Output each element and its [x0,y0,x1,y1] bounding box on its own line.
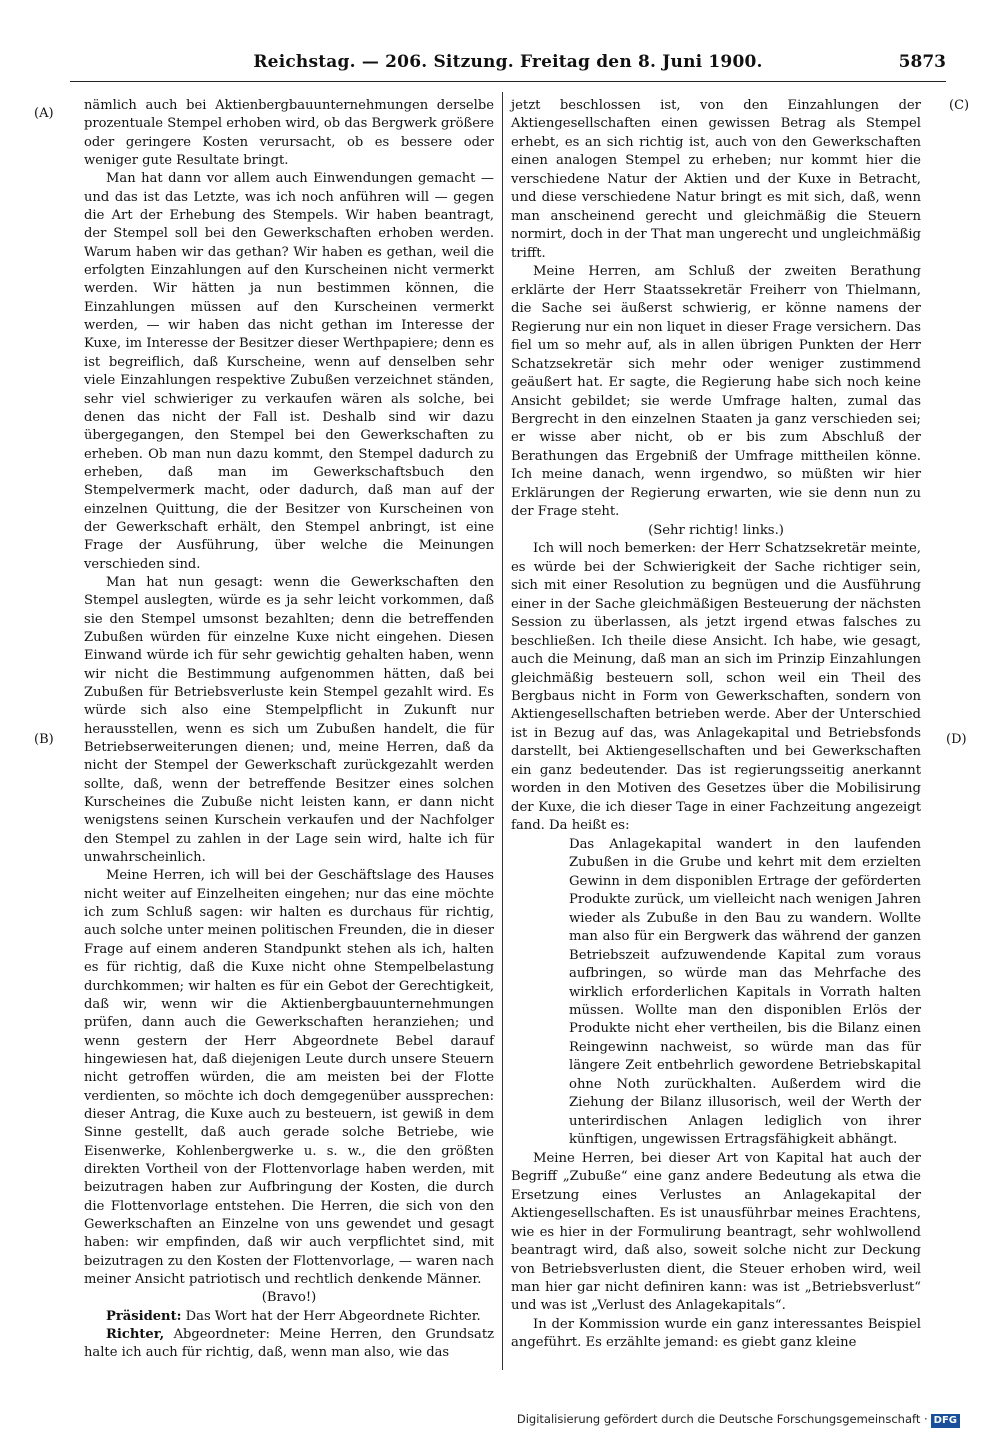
speaker-name: Präsident: [106,1308,182,1324]
header-title: Reichstag. — 206. Sitzung. Freitag den 8. Juni 1900. [253,52,763,72]
margin-marker-d: (D) [946,732,967,747]
paragraph: Meine Herren, ich will bei der Geschäftslage des Hauses nicht weiter auf Einzelheiten eingehen; nur das eine möchte ich zum Schluß sagen: wir halten es durchaus für richtig, auch solche unter meinen politischen Freunden, die in dieser Frage auf einem anderen Standpunkt stehen als ich, halten es für richtig, daß die Kuxe nicht ohne Stempelbelastung durchkommen; wir halten es für ein Gebot der Gerechtigkeit, daß wir, wenn wir die Aktienbergbauunternehmungen prüfen, dann auch die Gewerkschaften heranziehen; und wenn gestern der Herr Abgeordnete Bebel darauf hingewiesen hat, daß diejenigen Leute durch unsere Steuern nicht getroffen würden, die am meisten bei der Flotte verdienten, so möchte ich doch demgegenüber aussprechen: dieser Antrag, die Kuxe auch zu besteuern, ist gewiß in dem Sinne gestellt, daß auch gerade solche Betriebe, wie Eisenwerke, Kohlenbergwerke u. s. w., die den größten direkten Vortheil von der Flottenvorlage haben werden, mit beizutragen haben zur Aufbringung der Kosten, die durch die Flottenvorlage entstehen. Die Herren, die sich von den Gewerkschaften an Einzelne von uns gewendet und gesagt haben: wir empfinden, daß wir auch verpflichtet sind, mit beizutragen zu den Kosten der Flottenvorlage, — waren nach meiner Ansicht patriotisch und rechtlich denkende Männer. [84,868,494,1287]
dfg-logo: DFG [931,1414,960,1428]
paragraph: Man hat dann vor allem auch Einwendungen gemacht — und das ist das Letzte, was ich noch anführen will — gegen die Art der Erhebung des Stempels. Wir haben beantragt, der Stempel soll bei den Gewerkschaften erhoben werden. Warum haben wir das gethan? Wir haben es gethan, weil die erfolgten Einzahlungen auf den Kurscheinen nicht vermerkt werden. Wir hätten ja nun bestimmen können, die Einzahlungen müssen auf den Kurscheinen vermerkt werden, — wir haben das nicht gethan im Interesse der Kuxe, im Interesse der Besitzer dieser Werthpapiere; denn es ist begreiflich, daß Kurscheine, wenn auf denselben sehr viele Einzahlungen respektive Zubußen verzeichnet ständen, sehr viel schwieriger zu verkaufen wären als solche, bei denen das nicht der Fall ist. Deshalb sind wir dazu übergegangen, den Stempel bei den Gewerkschaften zu erheben. Ob man nun dazu kommt, den Stempel dadurch zu erheben, daß man im Gewerkschaftsbuch den Stempelvermerk macht, oder dadurch, daß man auf der einzelnen Quittung, die der Besitzer von Kurscheinen von der Gewerkschaft erhält, den Stempel anbringt, ist eine Frage der Ausführung, über welche die Meinungen verschieden sind. [84,171,494,572]
paragraph: Meine Herren, bei dieser Art von Kapital hat auch der Begriff „Zubuße“ eine ganz andere Bedeutung als etwa die Ersetzung eines Verlustes an Anlagekapital der Aktiengesellschaften. Es ist unausführbar meines Erachtens, wie es hier in der Formulirung beantragt, sehr wohlwollend beantragt wird, daß also, soweit solche nicht zur Deckung von Betriebsverlusten dient, die Steuer erhoben wird, weil man hier gar nicht definiren kann: was ist „Betriebsverlust“ und was ist „Verlust des Anlagekapitals“. [511,1150,921,1314]
page-header [70,50,946,82]
paragraph: Ich will noch bemerken: der Herr Schatzsekretär meinte, es würde bei der Schwierigkeit der Sache richtiger sein, sich mit einer Resolution zu begnügen und die Ausführung einer in der Sache gleichmäßigen Besteuerung der nächsten Session zu überlassen, als jetzt irgend etwas falsches zu beschließen. Ich theile diese Ansicht. Ich habe, wie gesagt, auch die Meinung, daß man an sich im Prinzip Einzahlungen gleichmäßig besteuern soll, schon weil ein Theil des Bergbaus nicht in Form von Gewerkschaften, sondern von Aktiengesellschaften betrieben werde. Aber der Unterschied ist in Bezug auf das, was Anlagekapital und Betriebsfonds darstellt, bei Aktiengesellschaften und bei Gewerkschaften ein ganz bedeutender. Das ist regierungsseitig anerkannt worden in den Motiven des Gesetzes über die Mobilisirung der Kuxe, die ich dieser Tage in einer Fachzeitung angezeigt fand. Da heißt es: [511,541,921,834]
speech-paragraph [84,1308,494,1326]
paragraph: jetzt beschlossen ist, von den Einzahlungen der Aktiengesellschaften einen gewissen Betrag als Stempel erhebt, es an sich richtig ist, auch von den Gewerkschaften einen analogen Stempel zu erheben; nur kommt hier die verschiedene Natur der Aktien und der Kuxe in Betracht, und diese verschiedene Natur bringt es mit sich, daß, wenn man anscheinend gerecht und gleichmäßig die Steuern normirt, doch in der That man ungerecht und ungleichmäßig trifft. [511,98,921,261]
page-number: 5873 [898,52,946,72]
margin-marker-b: (B) [34,732,54,747]
speech-text: Abgeordneter: Meine Herren, den Grundsatz halte ich auch für richtig, daß, wenn man also, wie das [84,1327,494,1361]
paragraph: Meine Herren, am Schluß der zweiten Berathung erklärte der Herr Staatssekretär Freiherr von Thielmann, die Sache sei äußerst schwierig, er könne namens der Regierung nur ein non liquet in dieser Frage versichern. Das fiel um so mehr auf, als in allen übrigen Punkten der Herr Schatzsekretär sich mehr oder weniger zustimmend geäußert hat. Er sagte, die Regierung habe sich noch keine Ansicht gebildet; sie werde Umfrage halten, zumal das Bergrecht in den einzelnen Staaten ja ganz verschieden sei; er wisse aber nicht, ob er bis zum Abschluß der Berathungen das Ergebniß der Umfrage mittheilen könne. Ich meine danach, wenn irgendwo, so müßten wir hier Erklärungen der Regierung erwarten, wie sie denn nun zu der Frage steht. [511,264,921,520]
footer-text: Digitalisierung gefördert durch die Deutsche Forschungsgemeinschaft [516,1412,921,1426]
interjection: (Bravo!) [261,1290,317,1306]
left-column [84,97,494,1363]
speech-text: Das Wort hat der Herr Abgeordnete Richter. [185,1308,481,1324]
paragraph: In der Kommission wurde ein ganz interessantes Beispiel angeführt. Es erzählte jemand: es giebt ganz kleine [511,1316,921,1351]
right-column [511,97,921,1353]
margin-marker-c: (C) [949,98,970,113]
block-quote: Das Anlagekapital wandert in den laufenden Zubußen in die Grube und kehrt mit dem erzielten Gewinn in dem disponiblen Ertrage der geförderten Produkte zurück, um vielleicht nach wenigen Jahren wieder als Zubuße in den Bau zu wandern. Wollte man also für ein Bergwerk das während der ganzen Betriebszeit aufzuwendende Kapital zum voraus aufbringen, so würde man das Mehrfache des wirklich erforderlichen Kapitals in Vorrath halten müssen. Wollte man den disponiblen Erlös der Produkte nicht eher vertheilen, bis die Bilanz einen Reingewinn nachweist, so würde man das für längere Zeit entbehrlich gewordene Betriebskapital ohne Noth zurückhalten. Außerdem wird die Ziehung der Bilanz illusorisch, weil der Werth der unterirdischen Anlagen lediglich von ihrer künftigen, ungewissen Ertragsfähigkeit abhängt. [569,836,921,1148]
footer-credit: Digitalisierung gefördert durch die Deutsche Forschungsgemeinschaft · DFG [517,1412,960,1428]
speaker-name: Richter, [106,1327,165,1343]
paragraph: Man hat nun gesagt: wenn die Gewerkschaften den Stempel auslegten, würde es ja sehr leicht vorkommen, daß sie den Stempel umsonst bezahlten; denn die betreffenden Zubußen würden für einzelne Kuxe nicht eingehen. Diesen Einwand würde ich für sehr gewichtig gehalten haben, wenn wir nicht die Bestimmung aufgenommen hätten, daß bei Zubußen für Betriebsverluste kein Stempel gezahlt wird. Es würde sich also eine Stempelpflicht in Zukunft nur herausstellen, wenn es sich um Zubußen handelt, die für Betriebserweiterungen dienen; und, meine Herren, daß da nicht der Stempel der Gewerkschaft zurückgezahlt werden sollte, daß, wenn der betreffende Besitzer eines solchen Kurscheines die Zubuße nicht leisten kann, er dann nicht wenigstens seinen Kurschein verkaufen und der Nachfolger den Stempel zu zahlen in der Lage sein wird, halte ich für unwahrscheinlich. [84,574,494,866]
interjection: (Sehr richtig! links.) [648,522,784,538]
margin-marker-a: (A) [34,106,54,121]
speech-paragraph [84,1326,494,1363]
column-divider [502,92,503,1370]
paragraph: nämlich auch bei Aktienbergbauunternehmungen derselbe prozentuale Stempel erhoben wird, ob das Bergwerk größere oder geringere Kosten verursacht, ob es bessere oder weniger gute Resultate bringt. [84,98,494,169]
